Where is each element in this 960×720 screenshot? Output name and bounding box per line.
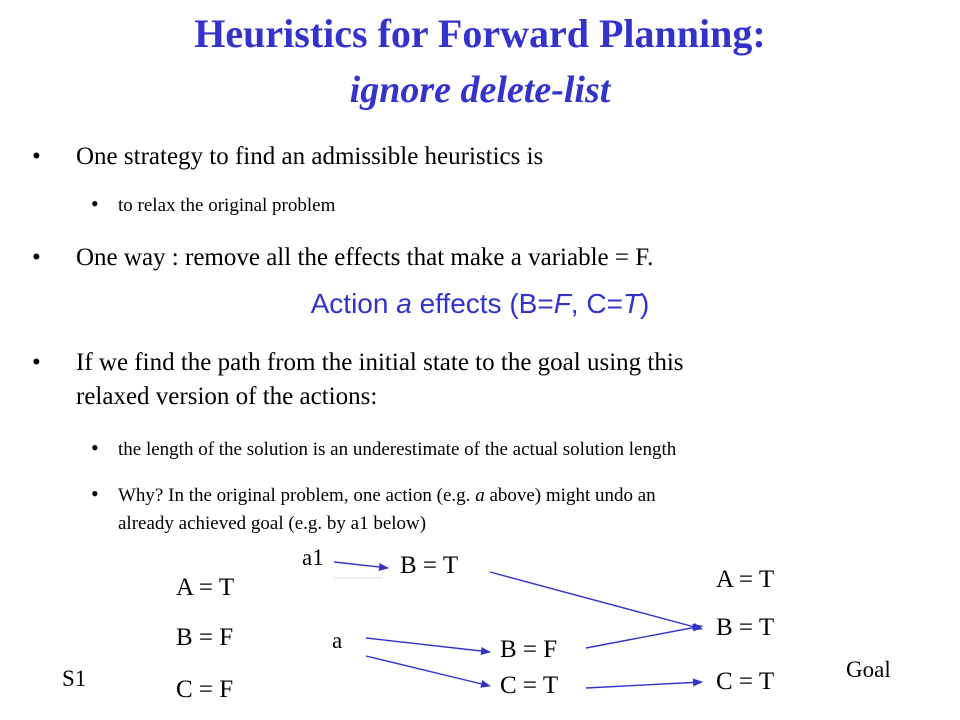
slide-title: Heuristics for Forward Planning: <box>194 11 766 56</box>
s1-state-c: C = F <box>176 676 234 703</box>
action-a-label: a <box>332 628 343 653</box>
action-name: a <box>396 288 412 319</box>
arrow-bt-to-goal-bt <box>490 572 702 629</box>
bullet-text: relaxed version of the actions: <box>76 383 378 410</box>
bullet-dot: • <box>32 143 41 170</box>
sub-bullet-dot: • <box>91 435 99 460</box>
arrow-a-to-ct <box>366 656 490 686</box>
action-text: Action <box>310 288 397 319</box>
sub-bullet-dot: • <box>91 481 99 506</box>
bullet-text: If we find the path from the initial state to the goal using this <box>76 349 684 376</box>
bullet-text: One strategy to find an admissible heuristics is <box>76 143 544 170</box>
goal-state-a: A = T <box>716 566 775 593</box>
why-action: a <box>475 485 485 506</box>
a1-effect-bt: B = T <box>400 552 459 579</box>
sub-bullet-text: to relax the original problem <box>118 195 336 216</box>
sub-bullet-text: the length of the solution is an underestimate of the actual solution length <box>118 439 677 460</box>
s1-label: S1 <box>62 666 87 691</box>
a-effect-bf: B = F <box>500 636 558 663</box>
arrow-ct-to-goal-ct <box>586 682 702 688</box>
goal-state-c: C = T <box>716 668 775 695</box>
arrow-a1-to-bt <box>334 562 388 568</box>
slide-subtitle: ignore delete-list <box>349 69 611 111</box>
action-value: F <box>553 288 571 319</box>
action-text: ) <box>640 288 650 319</box>
sub-bullet-text: already achieved goal (e.g. by a1 below) <box>118 513 427 534</box>
action-a1-label: a1 <box>302 545 324 570</box>
s1-state-a: A = T <box>176 574 235 601</box>
arrow-bf-to-goal-bt <box>586 626 702 648</box>
arrow-a-to-bf <box>366 638 490 652</box>
action-text: , C= <box>570 288 623 319</box>
bullet-dot: • <box>32 349 41 376</box>
sub-bullet-dot: • <box>91 191 99 216</box>
action-text: effects (B= <box>411 288 554 319</box>
action-value: T <box>622 288 641 319</box>
bullet-text: One way : remove all the effects that make a variable = F. <box>76 244 654 271</box>
bullet-dot: • <box>32 244 41 271</box>
why-text: Why? In the original problem, one action (e.g. <box>118 485 476 506</box>
s1-state-b: B = F <box>176 624 234 651</box>
a-effect-ct: C = T <box>500 672 559 699</box>
goal-label: Goal <box>846 657 891 682</box>
why-text: above) might undo an <box>484 485 656 506</box>
goal-state-b: B = T <box>716 614 775 641</box>
